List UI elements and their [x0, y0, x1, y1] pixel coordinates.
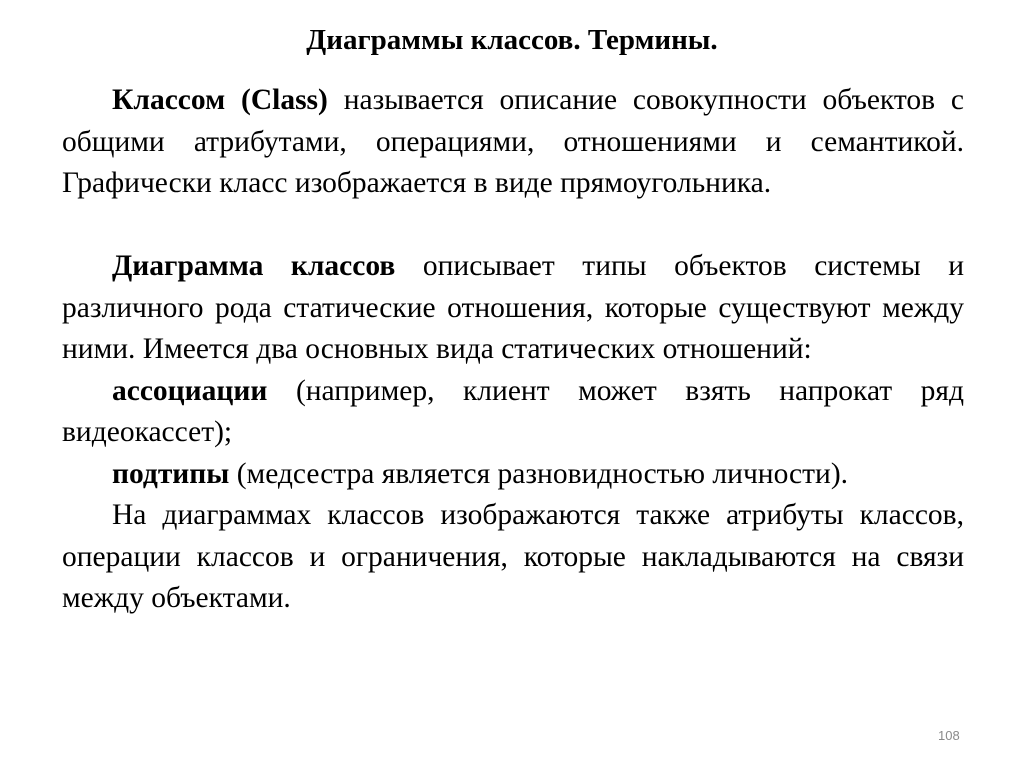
page-number: 108 — [938, 728, 960, 743]
class-diagram-text: описывает типы объектов системы и различного рода статические отношения, которые существуют между ними. Имеется два основных вида статических отношений: — [62, 250, 964, 365]
paragraph-subtypes — [62, 454, 964, 496]
paragraph-class-definition — [62, 80, 964, 205]
diagram-contents-text: На диаграммах классов изображаются также атрибуты классов, операции классов и ограничения, которые накладываются на связи между объектами. — [62, 499, 964, 614]
term-class: Классом (Class) — [112, 84, 328, 116]
term-subtypes: подтипы — [112, 457, 230, 490]
slide-body — [62, 80, 964, 620]
term-class-diagram: Диаграмма классов — [112, 250, 396, 282]
paragraph-spacer — [62, 205, 964, 247]
paragraph-associations — [62, 371, 964, 454]
term-associations: ассоциации — [112, 374, 268, 407]
class-definition-text: называется описание совокупности объектов с общими атрибутами, операциями, отношениями и семантикой. Графически класс изображается в виде прямоугольника. — [62, 84, 964, 199]
slide-title: Диаграммы классов. Термины. — [306, 24, 718, 56]
paragraph-class-diagram — [62, 246, 964, 371]
paragraph-diagram-contents — [62, 495, 964, 620]
subtypes-text: (медсестра является разновидностью личности). — [229, 457, 849, 490]
associations-text: (например, клиент может взять напрокат ряд видеокассет); — [62, 374, 964, 448]
